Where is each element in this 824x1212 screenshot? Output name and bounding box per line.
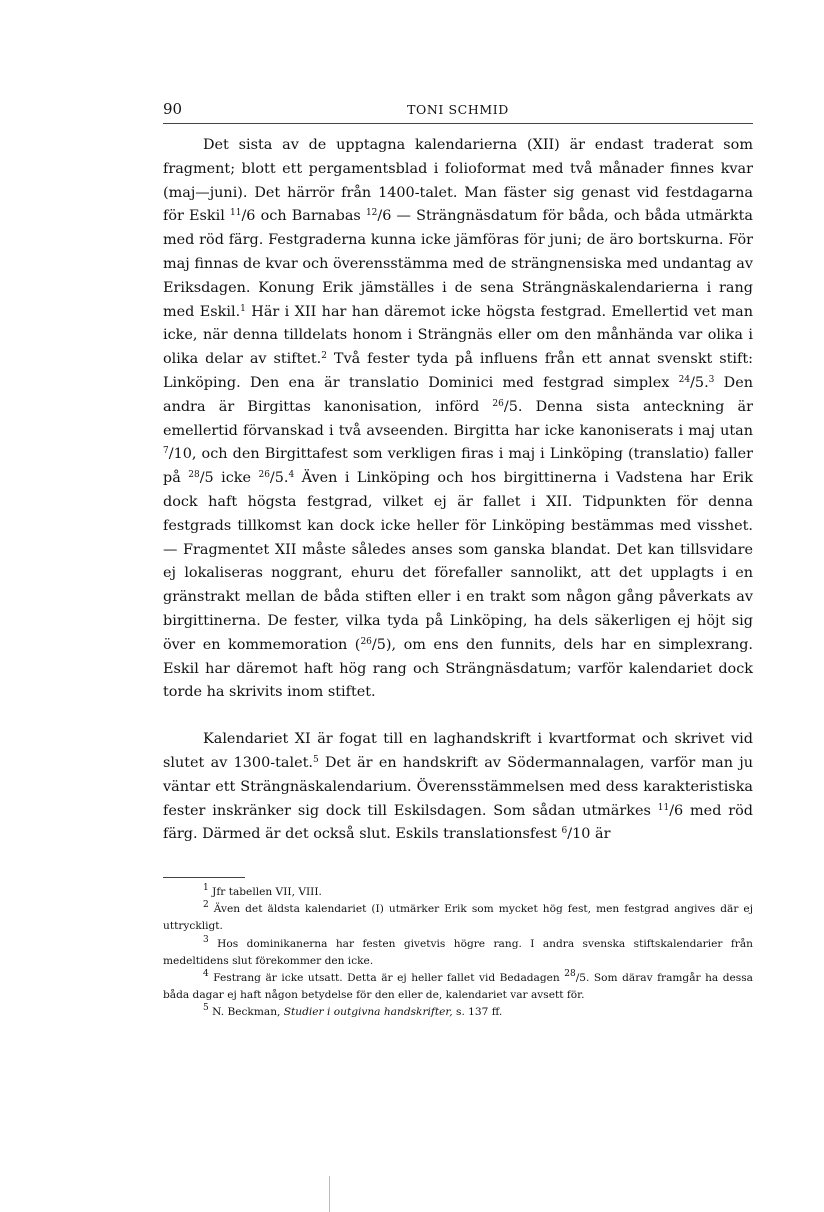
footnote-ref: 26 bbox=[492, 398, 504, 409]
text-run: /10, och den Birgittafest som verkligen firas i maj i Linköping (translatio) faller på bbox=[163, 446, 753, 487]
main-text bbox=[163, 134, 753, 847]
page-number: 90 bbox=[163, 100, 183, 118]
paragraph bbox=[163, 728, 753, 847]
text-run: Den andra är Birgittas kanonisation, införd bbox=[163, 374, 753, 415]
paragraph bbox=[163, 134, 753, 705]
text-run: Även i Linköping och hos birgittinerna i Vadstena har Erik dock haft högsta festgrad, vilket ej är fallet i XII. Tidpunkten för denna festgrads tillkomst kan dock icke heller för Linköping bestämmas med visshet. — Fragmentet XII måste således anses som ganska blandat. Det kan tillsvidare ej lokaliseras noggrant, ehuru det förefaller sannolikt, att det upplagts i en gränstrakt mellan de båda stiften eller i en trakt som någon gång påverkats av birgittinerna. De fester, vilka tyda på Linköping, ha dels säkerligen ej höjt sig över en kommemoration ( bbox=[163, 470, 753, 653]
footnote-ref: 26 bbox=[360, 636, 372, 647]
text-run: Festrang är icke utsatt. Detta är ej heller fallet vid Bedadagen bbox=[208, 972, 565, 985]
footnote bbox=[163, 1004, 753, 1021]
text-run: , bbox=[277, 1006, 284, 1019]
footnote-ref: 2 bbox=[203, 900, 209, 911]
footnote bbox=[163, 970, 753, 1004]
text-run: Beckman bbox=[227, 1006, 278, 1019]
footnote-ref: 5 bbox=[203, 1003, 209, 1014]
text-run: N. bbox=[208, 1006, 228, 1019]
text-run: Jfr tabellen VII, VIII. bbox=[208, 886, 322, 898]
text-run: /5. bbox=[690, 374, 709, 391]
text-run: /5. Som därav framgår ha dessa båda dagar ej haft någon betydelse för den eller de, kalendariet var avsett för. bbox=[163, 972, 753, 1002]
text-run: Kalendariet XI är fogat till en laghandskrift i kvartformat och skrivet vid slutet av 1300-talet. bbox=[163, 731, 753, 771]
text-run: /6 och Barnabas bbox=[241, 208, 366, 225]
footnote-ref: 2 bbox=[321, 351, 327, 362]
text-run: /5. bbox=[269, 470, 289, 487]
footnote-rule bbox=[163, 877, 245, 878]
page-header bbox=[163, 100, 753, 124]
text-run: /6 med röd färg. Därmed är det också slut. Eskils translationsfest bbox=[163, 802, 753, 843]
text-run: Det är en handskrift av Södermannalagen, varför man ju väntar ett Strängnäskalendarium. Överensstämmelsen med dess karakteristiska fester inskränker sig dock till Eskilsdagen. Som sådan utmärkes bbox=[163, 754, 753, 819]
footnote-ref: 28 bbox=[188, 470, 200, 481]
text-run: Här i XII har han däremot icke högsta festgrad. Emellertid vet man icke, när denna tilldelats honom i Strängnäs eller om den månhända var olika i olika delar av stiftet. bbox=[163, 303, 753, 368]
text-run: Det sista av de upptagna kalendarierna (XII) är endast traderat som fragment; blott ett pergamentsblad i folioformat med två månader finnes kvar (maj—juni). Det härrör från 1400-talet. Man fäster sig genast vid festdagarna för Eskil bbox=[163, 137, 753, 225]
text-run: /5), om ens den funnits, dels har en simplexrang. Eskil har däremot haft hög rang och Strängnäsdatum; varför kalendariet dock torde ha skrivits inom stiftet. bbox=[163, 636, 754, 701]
header-rule bbox=[163, 123, 753, 124]
footnote-ref: 11 bbox=[229, 208, 242, 219]
footnote-ref: 1 bbox=[203, 883, 209, 893]
running-head: TONI SCHMID bbox=[407, 102, 509, 117]
binding-gutter-line bbox=[329, 1176, 330, 1212]
footnote bbox=[163, 884, 753, 901]
text-run: /5 icke bbox=[199, 470, 259, 487]
text-run: /5. Denna sista anteckning är emellertid förvanskad i två avseenden. Birgitta har icke kanoniserats i maj utan bbox=[163, 398, 753, 439]
footnote-ref: 6 bbox=[561, 826, 568, 837]
text-run: /6 — Strängnäsdatum för båda, och båda utmärkta med röd färg. Festgraderna kunna icke jämföras för juni; de äro bortskurna. För maj finnas de kvar och överensstämma med de strängnensiska med undantag av Eriksdagen. Konung Erik jämställes i de sena Strängnäskalendarierna i rang med Eskil. bbox=[163, 208, 753, 320]
footnote-ref: 12 bbox=[365, 208, 378, 219]
footnote-ref: 5 bbox=[312, 754, 319, 765]
footnote-ref: 4 bbox=[203, 969, 209, 980]
footnote-ref: 28 bbox=[564, 969, 576, 980]
text-run: Studier i outgivna handskrifter, bbox=[283, 1006, 453, 1019]
text-run: /10 är bbox=[567, 826, 611, 843]
footnote-ref: 3 bbox=[708, 374, 715, 385]
text-run: s. 137 ff. bbox=[452, 1006, 503, 1019]
text-run: Hos dominikanerna har festen givetvis högre rang. I andra svenska stiftskalendarier från medeltidens slut förekommer den icke. bbox=[163, 937, 753, 967]
footnote-ref: 11 bbox=[657, 802, 670, 813]
footnotes bbox=[163, 884, 753, 1022]
footnote-ref: 1 bbox=[240, 303, 246, 314]
footnote-ref: 26 bbox=[258, 470, 270, 481]
footnote-ref: 3 bbox=[203, 934, 209, 945]
text-run: Två fester tyda på influens från ett annat svenskt stift: Linköping. Den ena är translatio Dominici med festgrad simplex bbox=[163, 351, 753, 391]
text-run: Även det äldsta kalendariet (I) utmärker Erik som mycket hög fest, men festgrad angives där ej uttryckligt. bbox=[163, 903, 753, 933]
footnote-ref: 4 bbox=[288, 470, 295, 481]
footnote bbox=[163, 936, 753, 970]
footnote bbox=[163, 901, 753, 935]
footnote-ref: 7 bbox=[163, 446, 169, 457]
footnote-ref: 24 bbox=[678, 374, 691, 385]
